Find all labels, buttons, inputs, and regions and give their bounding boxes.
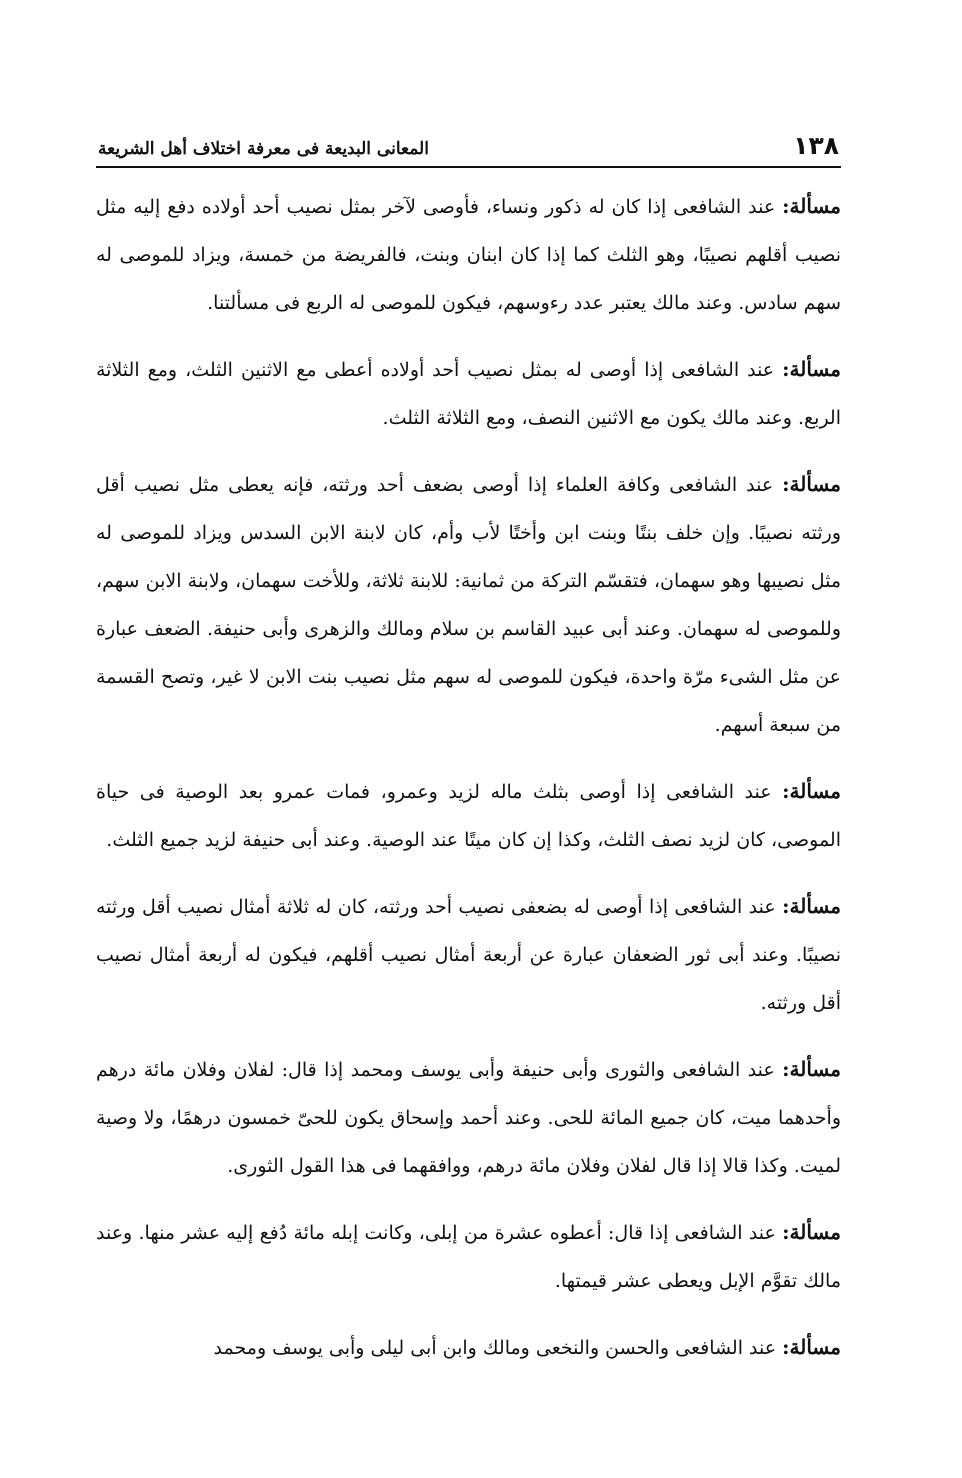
paragraph-text: عند الشافعى وكافة العلماء إذا أوصى بضعف أحد ورثته، فإنه يعطى مثل نصيب أقل ورثته نصيبًا. وإن خلف بنتًا وبنت ابن وأختًا لأب وأم، كان لابنة الابن السدس ويزاد للموصى له مثل نصيبها وهو سهمان، فتقسّم التركة من ثمانية: للابنة ثلاثة، وللأخت سهمان، ولابنة الابن سهم، وللموصى له سهمان. وعند أبى عبيد القاسم بن سلام ومالك والزهرى وأبى حنيفة. الضعف عبارة عن مثل الشىء مرّة واحدة، فيكون للموصى له سهم مثل نصيب بنت الابن لا غير، وتصح القسمة من سبعة أسهم. — [96, 474, 841, 736]
paragraph-label: مسألة: — [782, 357, 841, 381]
paragraph-text: عند الشافعى والثورى وأبى حنيفة وأبى يوسف ومحمد إذا قال: لفلان وفلان مائة درهم وأحدهما ميت، كان جميع المائة للحى. وعند أحمد وإسحاق يكون للحىّ خمسون درهمًا، ولا وصية لميت. وكذا قالا إذا قال لفلان وفلان مائة درهم، ووافقهما فى هذا القول الثورى. — [96, 1059, 841, 1177]
page-number: ١٣٨ — [793, 131, 839, 160]
paragraph-masala-5 — [96, 882, 841, 1027]
paragraph-text: عند الشافعى إذا كان له ذكور ونساء، فأوصى لآخر بمثل نصيب أحد أولاده دفع إليه مثل نصيب أقلهم نصيبًا، وهو الثلث كما إذا كان ابنان وبنت، فالفريضة من خمسة، ويزاد للموصى له سهم سادس. وعند مالك يعتبر عدد رءوسهم، فيكون للموصى له الربع فى مسألتنا. — [96, 196, 841, 314]
paragraph-masala-3 — [96, 460, 841, 749]
paragraph-text: عند الشافعى إذا أوصى بثلث ماله لزيد وعمرو، فمات عمرو بعد الوصية فى حياة الموصى، كان لزيد نصف الثلث، وكذا إن كان ميتًا عند الوصية. وعند أبى حنيفة لزيد جميع الثلث. — [96, 781, 841, 851]
paragraph-label: مسألة: — [782, 779, 841, 803]
paragraph-masala-1 — [96, 182, 841, 327]
paragraph-masala-2 — [96, 345, 841, 442]
paragraph-masala-6 — [96, 1045, 841, 1190]
paragraph-text: عند الشافعى إذا أوصى له بمثل نصيب أحد أولاده أعطى مع الاثنين الثلث، ومع الثلاثة الربع. وعند مالك يكون مع الاثنين النصف، ومع الثلاثة الثلث. — [96, 359, 841, 429]
paragraph-label: مسألة: — [782, 894, 841, 918]
page-body — [96, 182, 841, 1372]
paragraph-masala-4 — [96, 767, 841, 864]
paragraph-label: مسألة: — [782, 1335, 841, 1359]
paragraph-text: عند الشافعى إذا قال: أعطوه عشرة من إبلى، وكانت إبله مائة دُفع إليه عشر منها. وعند مالك تقوَّم الإبل ويعطى عشر قيمتها. — [96, 1222, 841, 1292]
paragraph-text: عند الشافعى إذا أوصى له بضعفى نصيب أحد ورثته، كان له ثلاثة أمثال نصيب أقل ورثته نصيبًا. وعند أبى ثور الضعفان عبارة عن أربعة أمثال نصيب أقلهم، فيكون له أربعة أمثال نصيب أقل ورثته. — [96, 896, 841, 1014]
paragraph-masala-7 — [96, 1208, 841, 1305]
paragraph-label: مسألة: — [782, 1220, 841, 1244]
paragraph-label: مسألة: — [782, 472, 841, 496]
paragraph-label: مسألة: — [782, 1057, 841, 1081]
page-header — [96, 118, 841, 168]
running-title: المعانى البديعة فى معرفة اختلاف أهل الشريعة — [98, 139, 429, 159]
paragraph-label: مسألة: — [782, 194, 841, 218]
paragraph-masala-8 — [96, 1323, 841, 1372]
book-page — [96, 118, 841, 1390]
paragraph-text: عند الشافعى والحسن والنخعى ومالك وابن أبى ليلى وأبى يوسف ومحمد — [213, 1337, 783, 1359]
